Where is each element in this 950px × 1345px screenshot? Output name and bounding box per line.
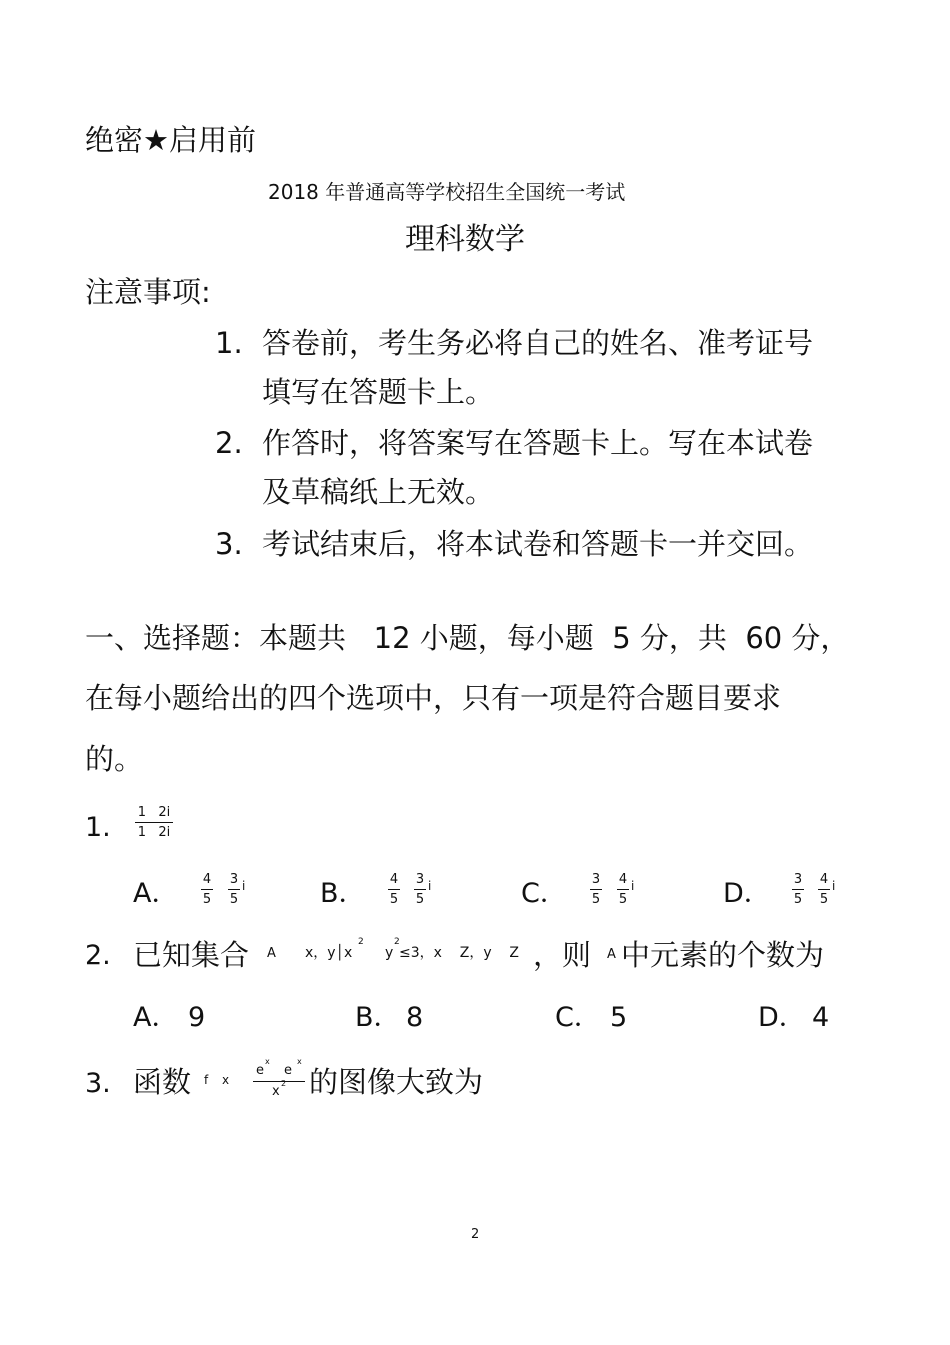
q1-option-c-d2: 5 xyxy=(618,892,628,907)
q1-option-d-n2: 4 xyxy=(819,872,829,887)
notice-item-1-line-2: 填写在答题卡上。 xyxy=(262,375,495,409)
q1-option-c-n1: 3 xyxy=(591,872,601,887)
q1-option-c-frac-2 xyxy=(617,873,629,906)
frac-bar xyxy=(818,889,830,890)
q1-fraction-denominator: 1 2i xyxy=(137,825,171,840)
q1-option-b-suffix: i xyxy=(428,879,432,893)
q2-y: y xyxy=(385,945,394,961)
frac-bar xyxy=(590,889,602,890)
q1-option-a-d1: 5 xyxy=(202,892,212,907)
section1-line-3: 的。 xyxy=(85,742,144,776)
q2-set-a-ref: A xyxy=(607,947,616,962)
q1-option-d-d2: 5 xyxy=(819,892,829,907)
q1-option-d-suffix: i xyxy=(832,879,836,893)
q3-fraction-bar xyxy=(253,1081,305,1082)
frac-bar xyxy=(414,889,426,890)
frac-bar xyxy=(201,889,213,890)
q2-suffix: 中元素的个数为 xyxy=(621,938,825,972)
q1-option-d-d1: 5 xyxy=(793,892,803,907)
q1-option-b-label: B． xyxy=(320,878,366,909)
q3-num-sup1: x xyxy=(265,1057,270,1066)
q2-option-a-label: A． xyxy=(133,1002,179,1033)
q1-option-d-label: D． xyxy=(723,878,771,909)
q3-den-x: x xyxy=(272,1084,280,1099)
section1-line-1: 一、选择题：本题共 12 小题，每小题 5 分，共 60 分， xyxy=(85,621,850,655)
notice-title: 注意事项: xyxy=(85,275,211,309)
section1-line-2: 在每小题给出的四个选项中，只有一项是符合题目要求 xyxy=(85,681,782,715)
notice-item-3-line-1: 考试结束后，将本试卷和答题卡一并交回。 xyxy=(262,527,814,561)
exam-title: 2018 年普通高等学校招生全国统一考试 xyxy=(268,180,626,204)
q2-number: 2. xyxy=(85,940,111,971)
q1-option-d-frac-1 xyxy=(792,873,804,906)
q1-option-c-d1: 5 xyxy=(591,892,601,907)
q1-number: 1. xyxy=(85,812,111,843)
subject-title: 理科数学 xyxy=(405,222,525,257)
q1-option-a-label: A． xyxy=(133,878,179,909)
q2-sup-1: 2 xyxy=(358,937,364,947)
q1-option-b-frac-2 xyxy=(414,873,426,906)
q1-option-d-n1: 3 xyxy=(793,872,803,887)
notice-item-1-line-1: 答卷前，考生务必将自己的姓名、准考证号 xyxy=(262,326,814,360)
q2-option-d-value: 4 xyxy=(812,1002,830,1033)
q1-fraction-bar xyxy=(135,822,173,823)
q1-option-b-d1: 5 xyxy=(389,892,399,907)
q2-set-expr: x，y│x xyxy=(305,945,353,961)
frac-bar xyxy=(388,889,400,890)
q1-option-d-frac-2 xyxy=(818,873,830,906)
q2-option-b-label: B． xyxy=(355,1002,401,1033)
q1-option-b-frac-1 xyxy=(388,873,400,906)
q3-x: x xyxy=(222,1073,230,1087)
notice-item-1-num: 1. xyxy=(215,326,243,360)
q1-option-b-d2: 5 xyxy=(415,892,425,907)
frac-bar xyxy=(228,889,240,890)
q3-f: f xyxy=(204,1073,209,1087)
q2-sup-2: 2 xyxy=(394,937,400,947)
q2-condition: ≤3，x Z，y Z xyxy=(399,945,519,961)
q2-then: ，则 xyxy=(533,938,592,972)
q2-option-a-value: 9 xyxy=(188,1002,206,1033)
q1-option-b-n1: 4 xyxy=(389,872,399,887)
q1-fraction-numerator: 1 2i xyxy=(137,805,171,820)
q3-num-e1: e xyxy=(256,1063,264,1078)
q2-prefix: 已知集合 xyxy=(133,938,250,972)
q3-prefix: 函数 xyxy=(133,1065,192,1099)
q1-option-a-n2: 3 xyxy=(229,872,239,887)
q1-option-a-n1: 4 xyxy=(202,872,212,887)
q1-option-c-label: C． xyxy=(521,878,567,909)
q1-option-a-d2: 5 xyxy=(229,892,239,907)
q1-option-a-frac-2 xyxy=(228,873,240,906)
q3-num-sup2: x xyxy=(297,1057,302,1066)
q2-option-c-value: 5 xyxy=(610,1002,628,1033)
q3-den-sup: 2 xyxy=(281,1079,287,1088)
q1-option-c-frac-1 xyxy=(590,873,602,906)
q2-option-c-label: C． xyxy=(555,1002,601,1033)
q3-num-e2: e xyxy=(284,1063,292,1078)
q1-option-a-suffix: i xyxy=(242,879,246,893)
notice-item-3-num: 3. xyxy=(215,527,243,561)
notice-item-2-num: 2. xyxy=(215,426,243,460)
q1-option-c-n2: 4 xyxy=(618,872,628,887)
q2-option-b-value: 8 xyxy=(406,1002,424,1033)
page-number: 2 xyxy=(471,1227,480,1242)
q1-option-a-frac-1 xyxy=(201,873,213,906)
frac-bar xyxy=(617,889,629,890)
secret-label: 绝密★启用前 xyxy=(85,123,256,157)
q2-set-a: A xyxy=(267,946,276,961)
notice-item-2-line-2: 及草稿纸上无效。 xyxy=(262,475,495,509)
notice-item-2-line-1: 作答时，将答案写在答题卡上。写在本试卷 xyxy=(262,426,814,460)
q2-option-d-label: D． xyxy=(758,1002,806,1033)
q1-fraction xyxy=(135,806,173,839)
q1-option-b-n2: 3 xyxy=(415,872,425,887)
frac-bar xyxy=(792,889,804,890)
q3-suffix: 的图像大致为 xyxy=(309,1065,484,1099)
q3-number: 3. xyxy=(85,1068,111,1099)
q1-option-c-suffix: i xyxy=(631,879,635,893)
